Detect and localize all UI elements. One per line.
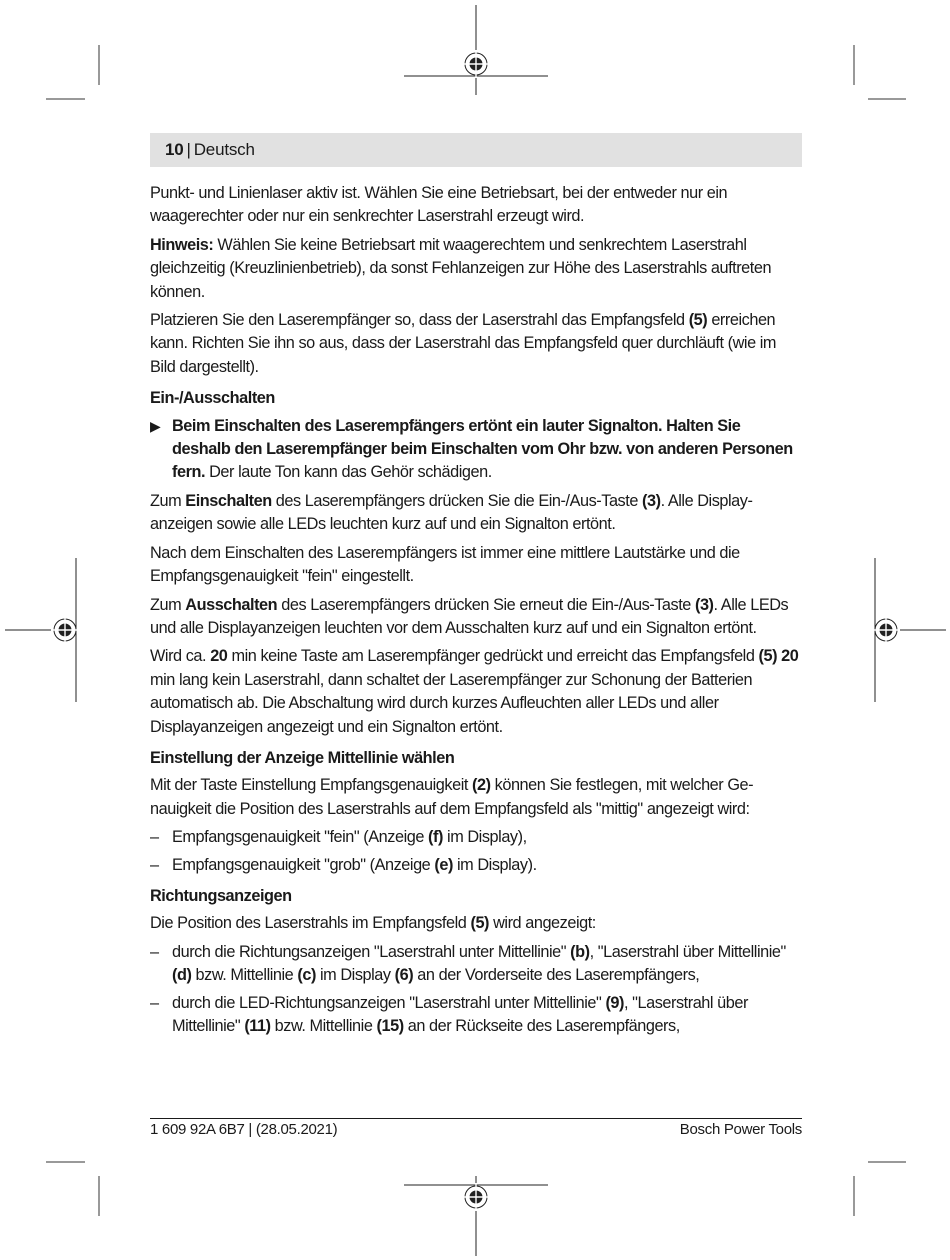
- warning-triangle-icon: ▶: [150, 417, 161, 434]
- footer-brand: Bosch Power Tools: [679, 1121, 802, 1138]
- warning-item: [150, 415, 802, 485]
- registration-mark-left: [5, 558, 79, 702]
- registration-mark-top: [404, 5, 548, 95]
- list-item: – Empfangsgenauigkeit "grob" (Anzeige (e) im Display).: [150, 854, 802, 877]
- paragraph-default-settings: Nach dem Einschalten des Laserempfängers ist immer eine mittlere Lautstärke und die Empfangsgenauigkeit "fein" eingestellt.: [150, 543, 740, 586]
- paragraph-switch-off: Zum Ausschalten des Laserempfängers drücken Sie erneut die Ein-/Aus-Taste (3). Alle LEDs und alle Displayanzeigen leuchten vor dem Ausschalten kurz auf und ein Signalton ertönt.: [150, 595, 789, 637]
- warning-text: Der laute Ton kann das Gehör schädigen.: [205, 463, 492, 482]
- heading-on-off: Ein-/Ausschalten: [150, 389, 275, 408]
- footer-doc-number: 1 609 92A 6B7 | (28.05.2021): [150, 1121, 338, 1138]
- paragraph-placement: Platzieren Sie den Laserempfänger so, dass der Laserstrahl das Empfangsfeld (5) erreichen kann. Richten Sie ihn so aus, dass der Laserstrahl das Empfangsfeld quer durchläuft (wie im Bild dargestellt).: [150, 311, 777, 376]
- dash-bullet: –: [150, 828, 159, 847]
- dash-bullet: –: [150, 993, 159, 1012]
- heading-center-line: Einstellung der Anzeige Mittellinie wählen: [150, 748, 455, 767]
- paragraph-switch-on: Zum Einschalten des Laserempfängers drücken Sie die Ein-/Aus-Taste (3). Alle Displayanzeigen sowie alle LEDs leuchten kurz auf und ein Signalton ertönt.: [150, 491, 753, 534]
- registration-mark-bottom: [404, 1176, 548, 1256]
- list-item: – durch die Richtungsanzeigen "Laserstrahl unter Mittellinie" (b), "Laserstrahl über Mittellinie" (d) bzw. Mittellinie (c) im Display (6) an der Vorderseite des Laserempfängers,: [150, 942, 786, 985]
- paragraph-position: Die Position des Laserstrahls im Empfangsfeld (5) wird angezeigt:: [150, 914, 596, 933]
- note-label: Hinweis:: [150, 235, 214, 254]
- page-body: [150, 182, 802, 1042]
- footer-rule: [150, 1118, 802, 1119]
- list-item: – durch die LED-Richtungsanzeigen "Laserstrahl unter Mittellinie" (9), "Laserstrahl über Mittellinie" (11) bzw. Mittellinie (15) an der Rückseite des Laserempfängers,: [150, 993, 748, 1035]
- list-item: – Empfangsgenauigkeit "fein" (Anzeige (f) im Display),: [150, 826, 802, 849]
- header-separator: |: [186, 140, 191, 159]
- registration-mark-right: [872, 558, 946, 702]
- paragraph-mode: Punkt- und Linienlaser aktiv ist. Wählen Sie eine Betriebsart, bei der entweder nur ein waagerechter oder nur ein senkrechter Laserstrahl erzeugt wird.: [150, 184, 728, 226]
- paragraph-accuracy: Mit der Taste Einstellung Empfangsgenauigkeit (2) können Sie festlegen, mit welcher Genauigkeit die Position des Laserstrahls auf dem Empfangsfeld als "mittig" angezeigt wird:: [150, 776, 754, 818]
- warning-bold-text: Beim Einschalten des Laserempfängers ertönt ein lauter Signalton. Halten Sie deshalb den Laserempfänger beim Einschalten vom Ohr bzw. von anderen Personen fern.: [172, 416, 793, 482]
- dash-bullet: –: [150, 855, 159, 874]
- paragraph-auto-off: Wird ca. 20 min keine Taste am Laserempfänger gedrückt und erreicht das Empfangsfeld (5) 20 min lang kein Laserstrahl, dann schaltet der Laserempfänger zur Schonung der Batterien automatisch ab. Die Abschaltung wird durch kurzes Aufleuchten aller LEDs und aller Displayanzeigen angezeigt und ein Signalton ertönt.: [150, 647, 799, 736]
- dash-bullet: –: [150, 942, 159, 961]
- header-language: Deutsch: [193, 140, 255, 159]
- page-header: [150, 133, 802, 167]
- heading-direction: Richtungsanzeigen: [150, 886, 292, 905]
- page-number: 10: [165, 140, 184, 159]
- paragraph-note: Hinweis: Wählen Sie keine Betriebsart mit waagerechtem und senkrechtem Laserstrahl gleichzeitig (Kreuzlinienbetrieb), da sonst Fehlanzeigen zur Höhe des Laserstrahls auftreten können.: [150, 235, 772, 301]
